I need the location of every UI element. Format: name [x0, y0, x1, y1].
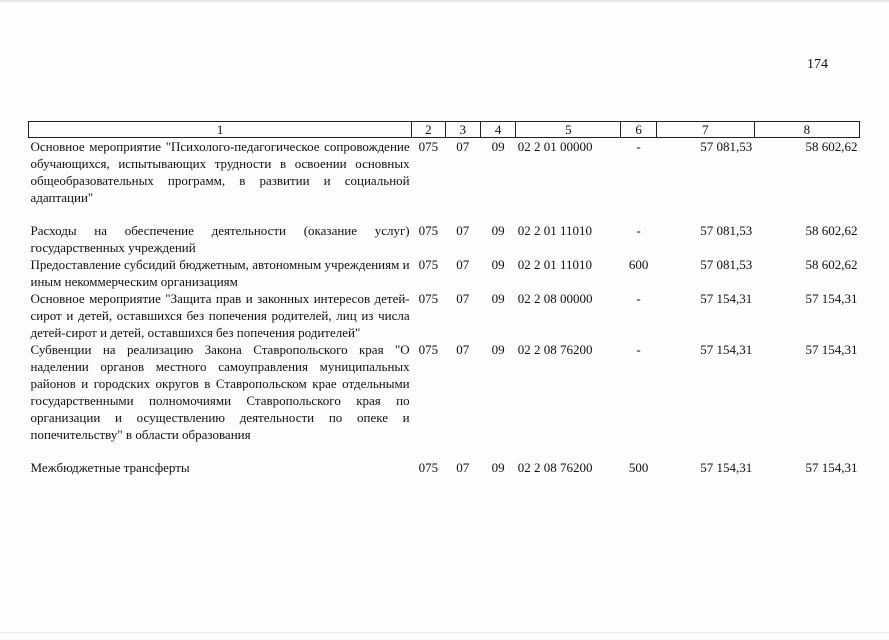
- row-amount-1: 57 081,53: [700, 139, 753, 154]
- row-amount-1: 57 081,53: [700, 257, 753, 272]
- row-amount-2: 57 154,31: [805, 342, 858, 357]
- row-subsection-code: 09: [491, 342, 505, 357]
- header-col-8: 8: [754, 122, 859, 138]
- row-target-article: 02 2 08 76200: [517, 342, 593, 357]
- header-col-5: 5: [516, 122, 621, 138]
- row-expense-type: -: [636, 342, 641, 357]
- budget-table: [28, 121, 860, 476]
- row-ministry-code: 075: [418, 139, 439, 154]
- row-subsection-code: 09: [491, 291, 505, 306]
- row-amount-1: 57 154,31: [700, 342, 753, 357]
- row-amount-1: 57 081,53: [700, 223, 753, 238]
- row-target-article: 02 2 08 00000: [517, 291, 593, 306]
- row-target-article: 02 2 01 11010: [517, 223, 593, 238]
- header-row: [29, 122, 860, 138]
- row-ministry-code: 075: [418, 223, 439, 238]
- table-row: [29, 222, 860, 256]
- row-target-article: 02 2 01 00000: [517, 139, 593, 154]
- header-col-6: 6: [621, 122, 656, 138]
- table-row: [29, 256, 860, 290]
- row-section-code: 07: [456, 342, 470, 357]
- row-ministry-code: 075: [418, 342, 439, 357]
- table-row: [29, 459, 860, 476]
- row-expense-type: 500: [628, 460, 649, 475]
- row-subsection-code: 09: [491, 460, 505, 475]
- row-ministry-code: 075: [418, 291, 439, 306]
- row-description: Предоставление субсидий бюджетным, автономным учреждениям и иным некоммерческим организациям: [30, 257, 410, 289]
- row-expense-type: -: [636, 223, 641, 238]
- row-section-code: 07: [456, 291, 470, 306]
- row-section-code: 07: [456, 223, 470, 238]
- row-target-article: 02 2 01 11010: [517, 257, 593, 272]
- row-description: Расходы на обеспечение деятельности (оказание услуг) государственных учреждений: [30, 223, 410, 255]
- row-subsection-code: 09: [491, 139, 505, 154]
- row-subsection-code: 09: [491, 223, 505, 238]
- row-amount-2: 58 602,62: [805, 257, 858, 272]
- row-description: Субвенции на реализацию Закона Ставропольского края "О наделении органов местного самоуправления муниципальных районов и городских округов в Ставропольском крае отдельными государственными полномочиями Ставропольского края по организации и осуществлению деятельности по опеке и попечительству" в области образования: [30, 342, 410, 442]
- header-col-4: 4: [480, 122, 515, 138]
- row-subsection-code: 09: [491, 257, 505, 272]
- table-row: [29, 290, 860, 341]
- row-amount-1: 57 154,31: [700, 291, 753, 306]
- row-target-article: 02 2 08 76200: [517, 460, 593, 475]
- header-col-2: 2: [412, 122, 445, 138]
- row-expense-type: -: [636, 139, 641, 154]
- row-amount-2: 57 154,31: [805, 291, 858, 306]
- row-ministry-code: 075: [418, 257, 439, 272]
- row-expense-type: 600: [628, 257, 649, 272]
- table-row: [29, 138, 860, 223]
- row-section-code: 07: [456, 139, 470, 154]
- row-amount-2: 58 602,62: [805, 223, 858, 238]
- header-col-7: 7: [656, 122, 754, 138]
- row-description: Межбюджетные трансферты: [30, 460, 190, 475]
- table-row: [29, 341, 860, 459]
- scan-edge-bottom: [0, 632, 889, 633]
- row-description: Основное мероприятие "Защита прав и законных интересов детей-сирот и детей, оставшихся без попечения родителей, лиц из числа детей-сирот и детей, оставшихся без попечения родителей": [30, 291, 410, 340]
- row-section-code: 07: [456, 460, 470, 475]
- scan-edge-top: [0, 0, 889, 2]
- row-amount-1: 57 154,31: [700, 460, 753, 475]
- row-amount-2: 58 602,62: [805, 139, 858, 154]
- row-section-code: 07: [456, 257, 470, 272]
- row-description: Основное мероприятие "Психолого-педагогическое сопровождение обучающихся, испытывающих трудности в освоении основных общеобразовательных программ, в развитии и социальной адаптации": [30, 139, 410, 205]
- header-col-3: 3: [445, 122, 480, 138]
- row-amount-2: 57 154,31: [805, 460, 858, 475]
- header-col-1: 1: [29, 122, 412, 138]
- row-ministry-code: 075: [418, 460, 439, 475]
- row-expense-type: -: [636, 291, 641, 306]
- page-number: 174: [807, 57, 828, 72]
